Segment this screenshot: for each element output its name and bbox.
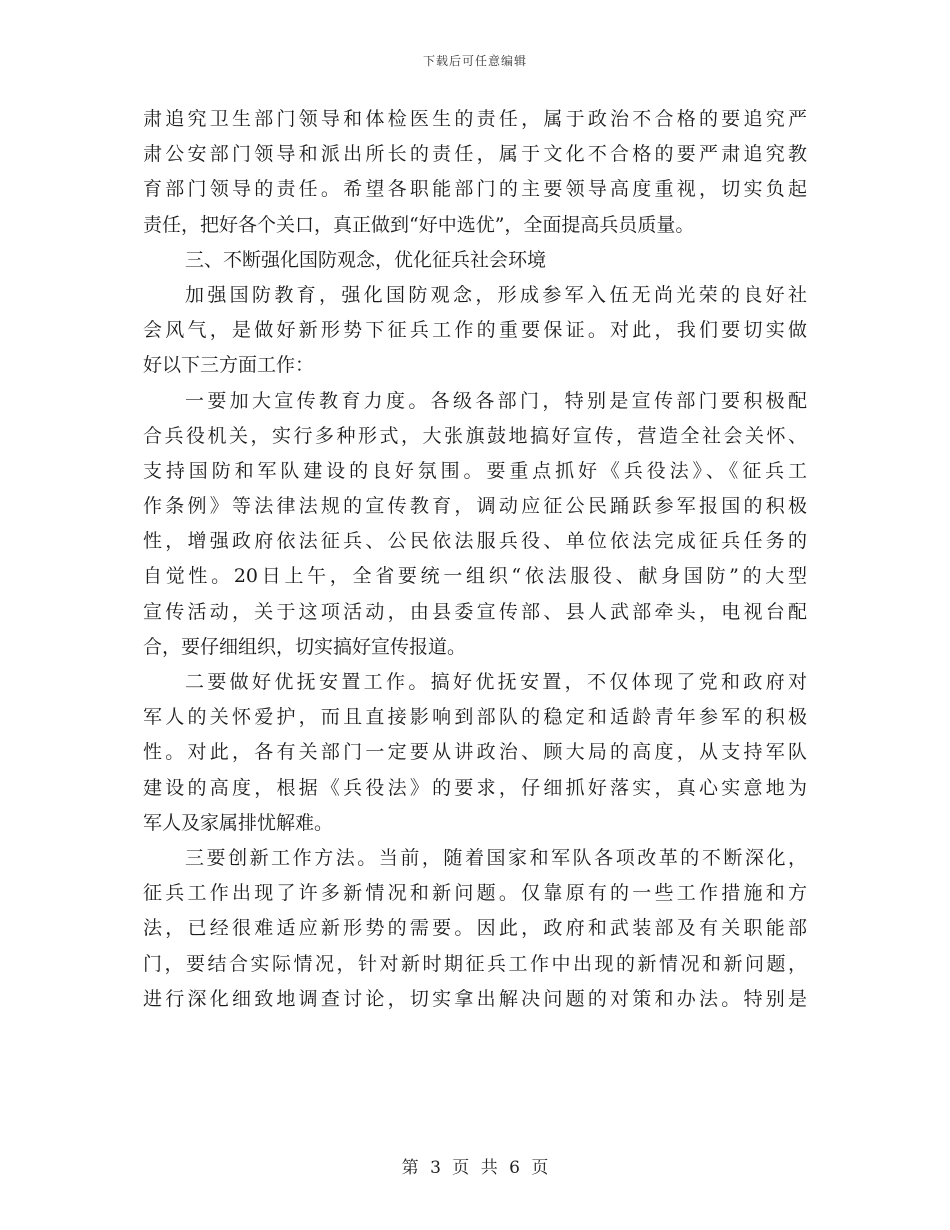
text-line: 肃公安部门领导和派出所长的责任，属于文化不合格的要严肃追究教 <box>143 143 807 166</box>
text-line: 宣传活动，关于这项活动，由县委宣传部、县人武部牵头，电视台配 <box>143 600 807 623</box>
text-line: 门，要结合实际情况，针对新时期征兵工作中出现的新情况和新问题， <box>143 952 807 975</box>
text-line: 性。对此，各有关部门一定要从讲政治、顾大局的高度，从支持军队 <box>143 741 807 764</box>
text-line: 作条例》等法律法规的宣传教育，调动应征公民踊跃参军报国的积极 <box>143 495 807 518</box>
text-line: 支持国防和军队建设的良好氛围。要重点抓好《兵役法》、《征兵工 <box>143 459 807 482</box>
text-line: 三、不断强化国防观念，优化征兵社会环境 <box>185 248 547 271</box>
text-line: 二要做好优抚安置工作。搞好优抚安置，不仅体现了党和政府对 <box>185 671 807 693</box>
text-line: 合，要仔细组织，切实搞好宣传报道。 <box>143 635 467 658</box>
text-line: 育部门领导的责任。希望各职能部门的主要领导高度重视，切实负起 <box>143 178 807 201</box>
text-line: 进行深化细致地调查讨论，切实拿出解决问题的对策和办法。特别是 <box>143 987 807 1010</box>
text-line: 一要加大宣传教育力度。各级各部门，特别是宣传部门要积极配 <box>185 389 807 412</box>
document-body <box>143 102 807 1017</box>
text-line: 会风气，是做好新形势下征兵工作的重要保证。对此，我们要切实做 <box>143 319 807 342</box>
text-line: 加强国防教育，强化国防观念，形成参军入伍无尚光荣的良好社 <box>185 283 807 306</box>
text-line: 建设的高度，根据《兵役法》的要求，仔细抓好落实，真心实意地为 <box>143 776 807 799</box>
text-line: 法，已经很难适应新形势的需要。因此，政府和武装部及有关职能部 <box>143 917 807 940</box>
text-line: 自觉性。20日上午，全省要统一组织“依法服役、献身国防”的大型 <box>143 565 807 588</box>
text-line: 责任，把好各个关口，真正做到“好中选优”，全面提高兵员质量。 <box>143 213 695 236</box>
text-line: 肃追究卫生部门领导和体检医生的责任，属于政治不合格的要追究严 <box>143 108 807 130</box>
page-number-footer: 第 3 页 共 6 页 <box>401 1158 549 1178</box>
text-line: 好以下三方面工作： <box>143 354 315 377</box>
page-header: 下载后可任意编辑 <box>422 54 527 68</box>
text-line: 征兵工作出现了许多新情况和新问题。仅靠原有的一些工作措施和方 <box>143 882 807 905</box>
text-line: 三要创新工作方法。当前，随着国家和军队各项改革的不断深化， <box>185 846 807 869</box>
text-line: 合兵役机关，实行多种形式，大张旗鼓地搞好宣传，营造全社会关怀、 <box>143 424 807 447</box>
text-line: 军人的关怀爱护，而且直接影响到部队的稳定和适龄青年参军的积极 <box>143 706 807 729</box>
text-line: 性，增强政府依法征兵、公民依法服兵役、单位依法完成征兵任务的 <box>143 530 807 553</box>
text-line: 军人及家属排忧解难。 <box>143 811 334 834</box>
